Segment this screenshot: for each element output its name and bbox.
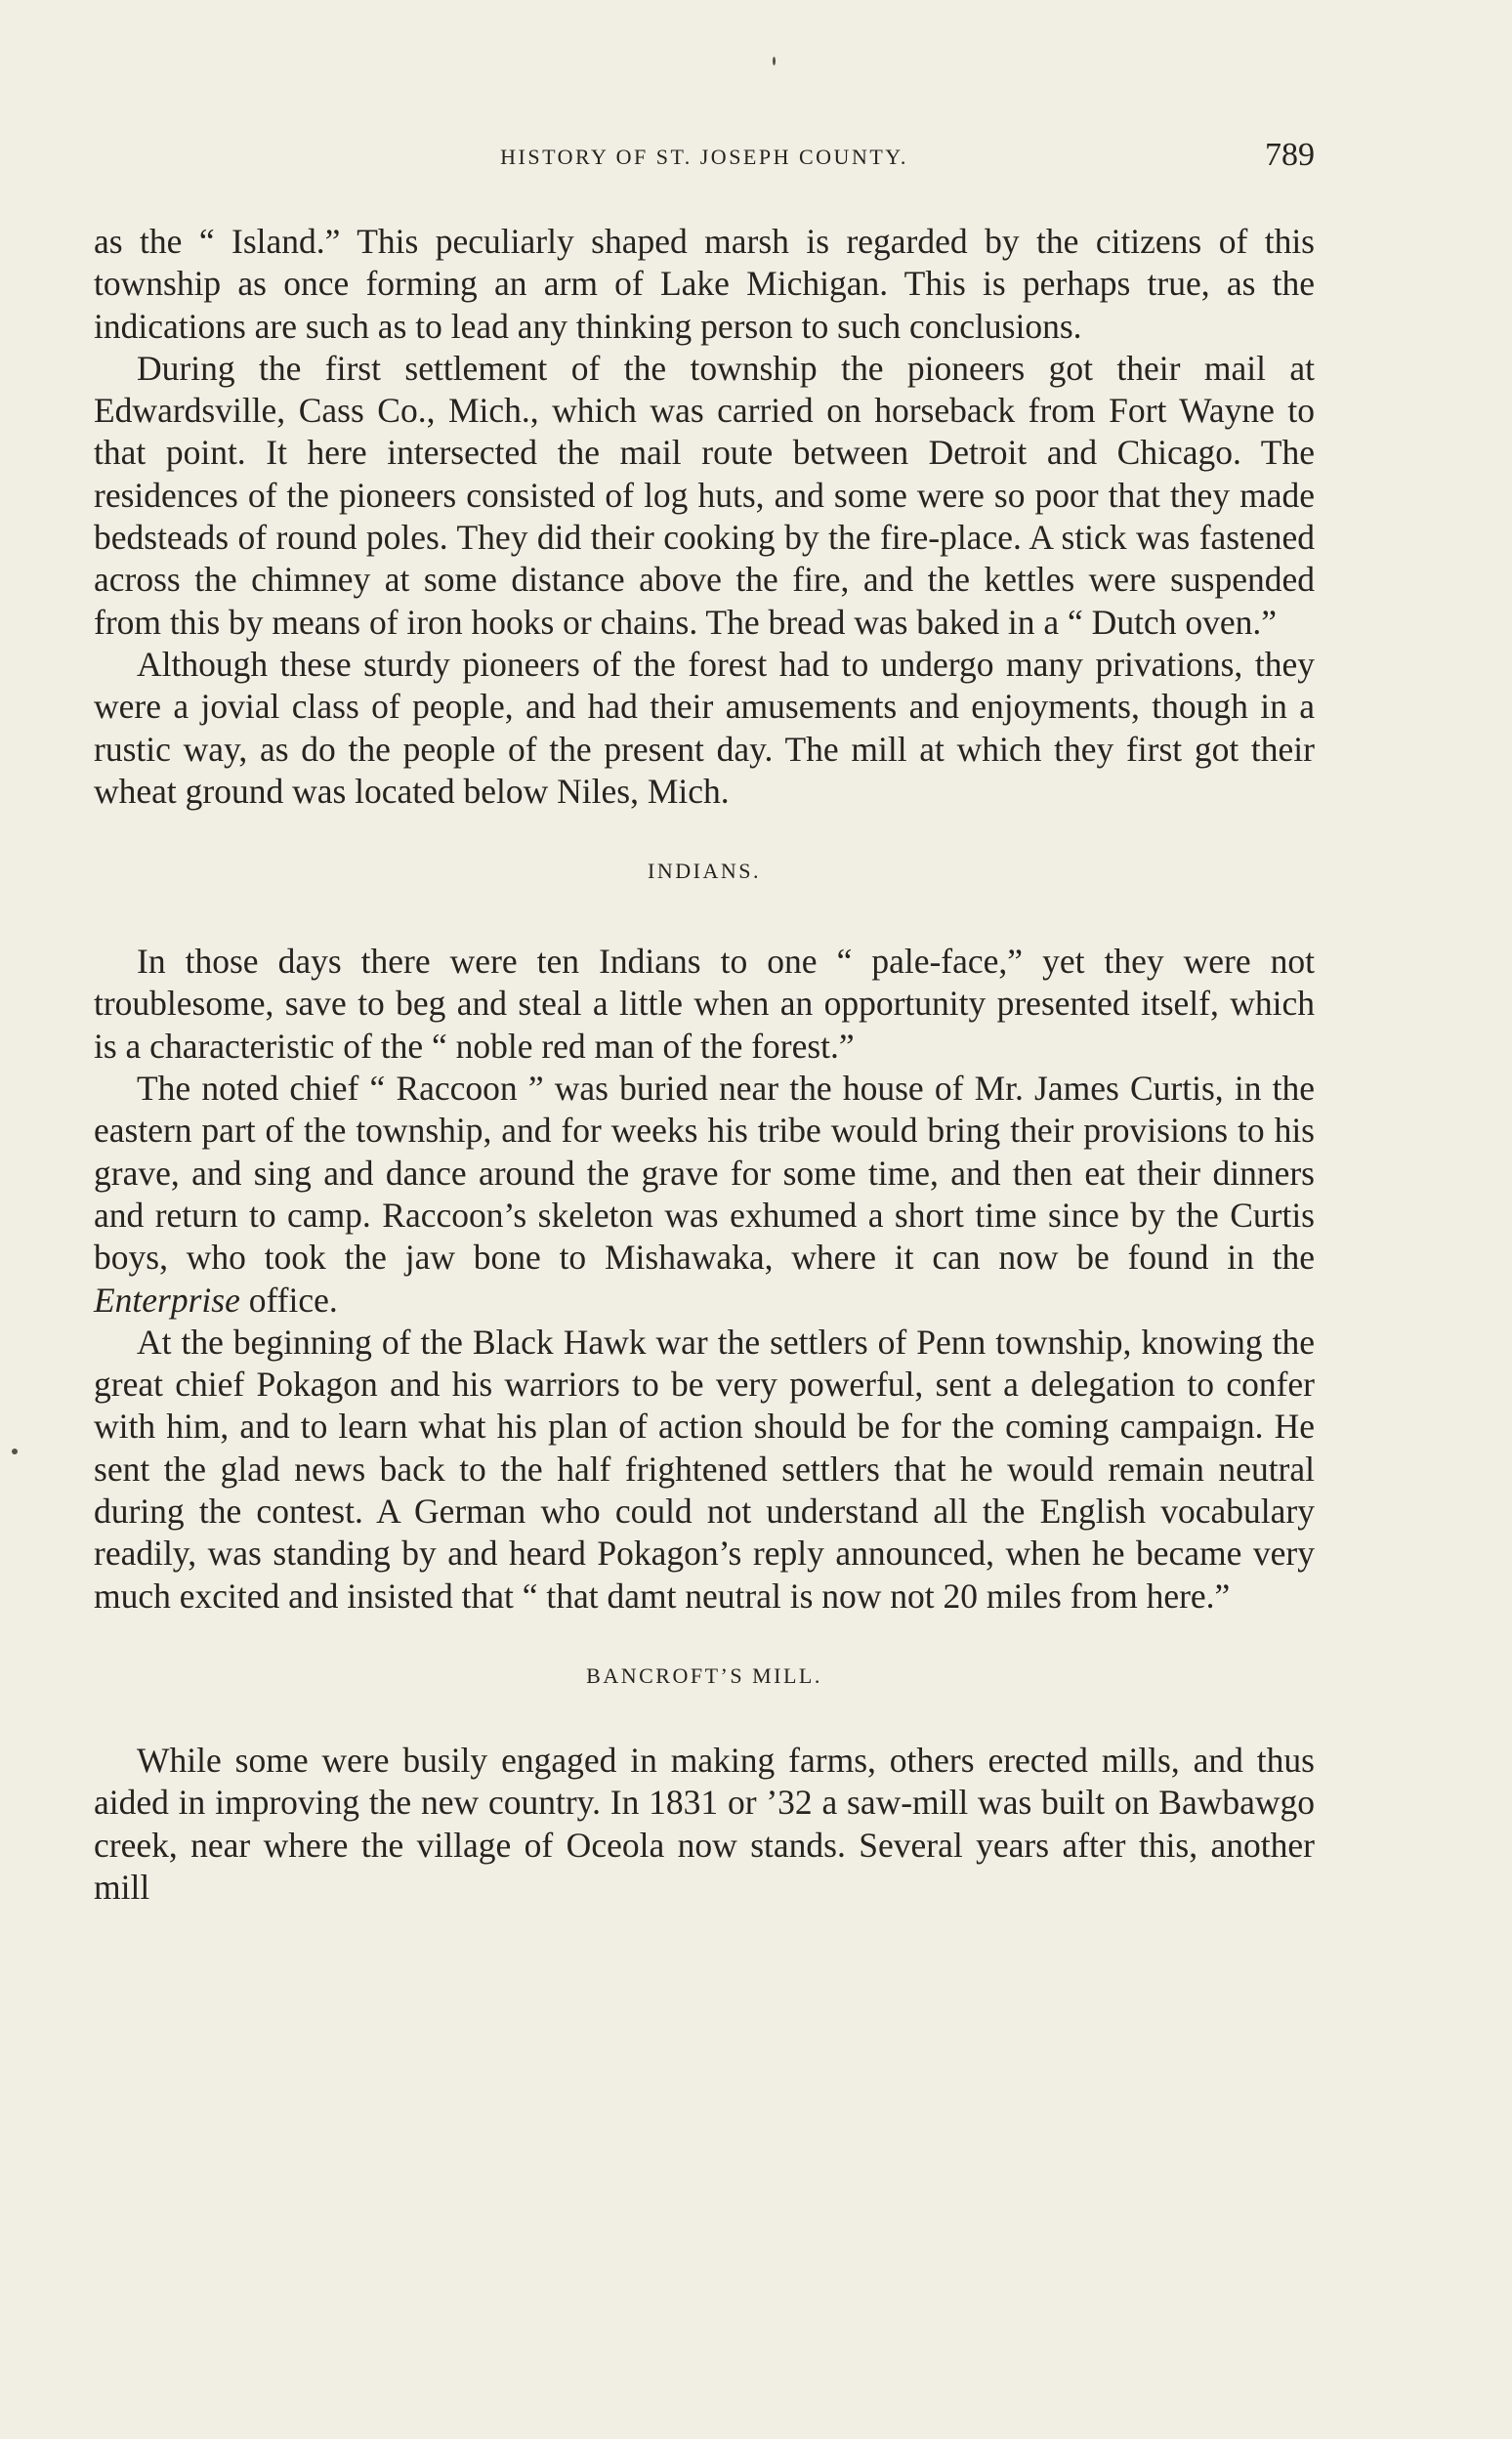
paragraph: as the “ Island.” This peculiarly shaped marsh is regarded by the citizens of this township as once forming an arm of Lake Michigan. This is perhaps true, as the indications are such as to lead any thinking person to such conclusions.	[94, 222, 1315, 346]
ink-speck	[773, 57, 776, 65]
paragraph-text: The noted chief “ Raccoon ” was buried near the house of Mr. James Curtis, in the eastern part of the township, and for weeks his tribe would bring their provisions to his grave, and sing and dance around the grave for some time, and then eat their dinners and return to camp. Raccoon’s skeleton was exhumed a short time since by the Curtis boys, who took the jaw bone to Mishawaka, where it can now be found in the	[94, 1069, 1315, 1278]
paragraph: In those days there were ten Indians to one “ pale-face,” yet they were not troublesome, save to beg and steal a little when an opportunity presented itself, which is a characteristic of the “ noble red man of the forest.”	[94, 942, 1315, 1066]
paragraph-text: office.	[248, 1280, 338, 1320]
page-number: 789	[1265, 137, 1315, 173]
running-title: HISTORY OF ST. JOSEPH COUNTY.	[500, 145, 908, 169]
section-heading-bancrofts-mill: BANCROFT’S MILL.	[586, 1662, 822, 1688]
paragraph: While some were busily engaged in making farms, others erected mills, and thus aided in improving the new country. In 1831 or ’32 a saw-mill was built on Bawbawgo creek, near where the village of Oceola now stands. Several years after this, another mill	[94, 1740, 1315, 1907]
paragraph: During the first settlement of the township the pioneers got their mail at Edwardsville, Cass Co., Mich., which was carried on horseback from Fort Wayne to that point. It here intersected the mail route between Detroit and Chicago. The residences of the pioneers consisted of log huts, and some were so poor that they made bedsteads of round poles. They did their cooking by the fire-place. A stick was fastened across the chimney at some distance above the fire, and the kettles were suspended from this by means of iron hooks or chains. The bread was baked in a “ Dutch oven.”	[94, 348, 1315, 642]
paragraph	[94, 1068, 1315, 1322]
ink-speck	[12, 1449, 18, 1454]
running-head	[94, 137, 1315, 176]
body-text	[94, 221, 1315, 1909]
paragraph: Although these sturdy pioneers of the forest had to undergo many privations, they were a jovial class of people, and had their amusements and enjoyments, though in a rustic way, as do the people of the present day. The mill at which they first got their wheat ground was located below Niles, Mich.	[94, 644, 1315, 811]
paragraph: At the beginning of the Black Hawk war the settlers of Penn township, knowing the great chief Pokagon and his warriors to be very powerful, sent a delegation to confer with him, and to learn what his plan of action should be for the coming campaign. He sent the glad news back to the half frightened settlers that he would remain neutral during the contest. A German who could not understand all the English vocabulary readily, was standing by and heard Pokagon’s reply announced, when he became very much excited and insisted that “ that damt neutral is now not 20 miles from here.”	[94, 1322, 1315, 1616]
section-heading-indians: INDIANS.	[648, 859, 761, 884]
newspaper-title: Enterprise	[94, 1280, 240, 1320]
